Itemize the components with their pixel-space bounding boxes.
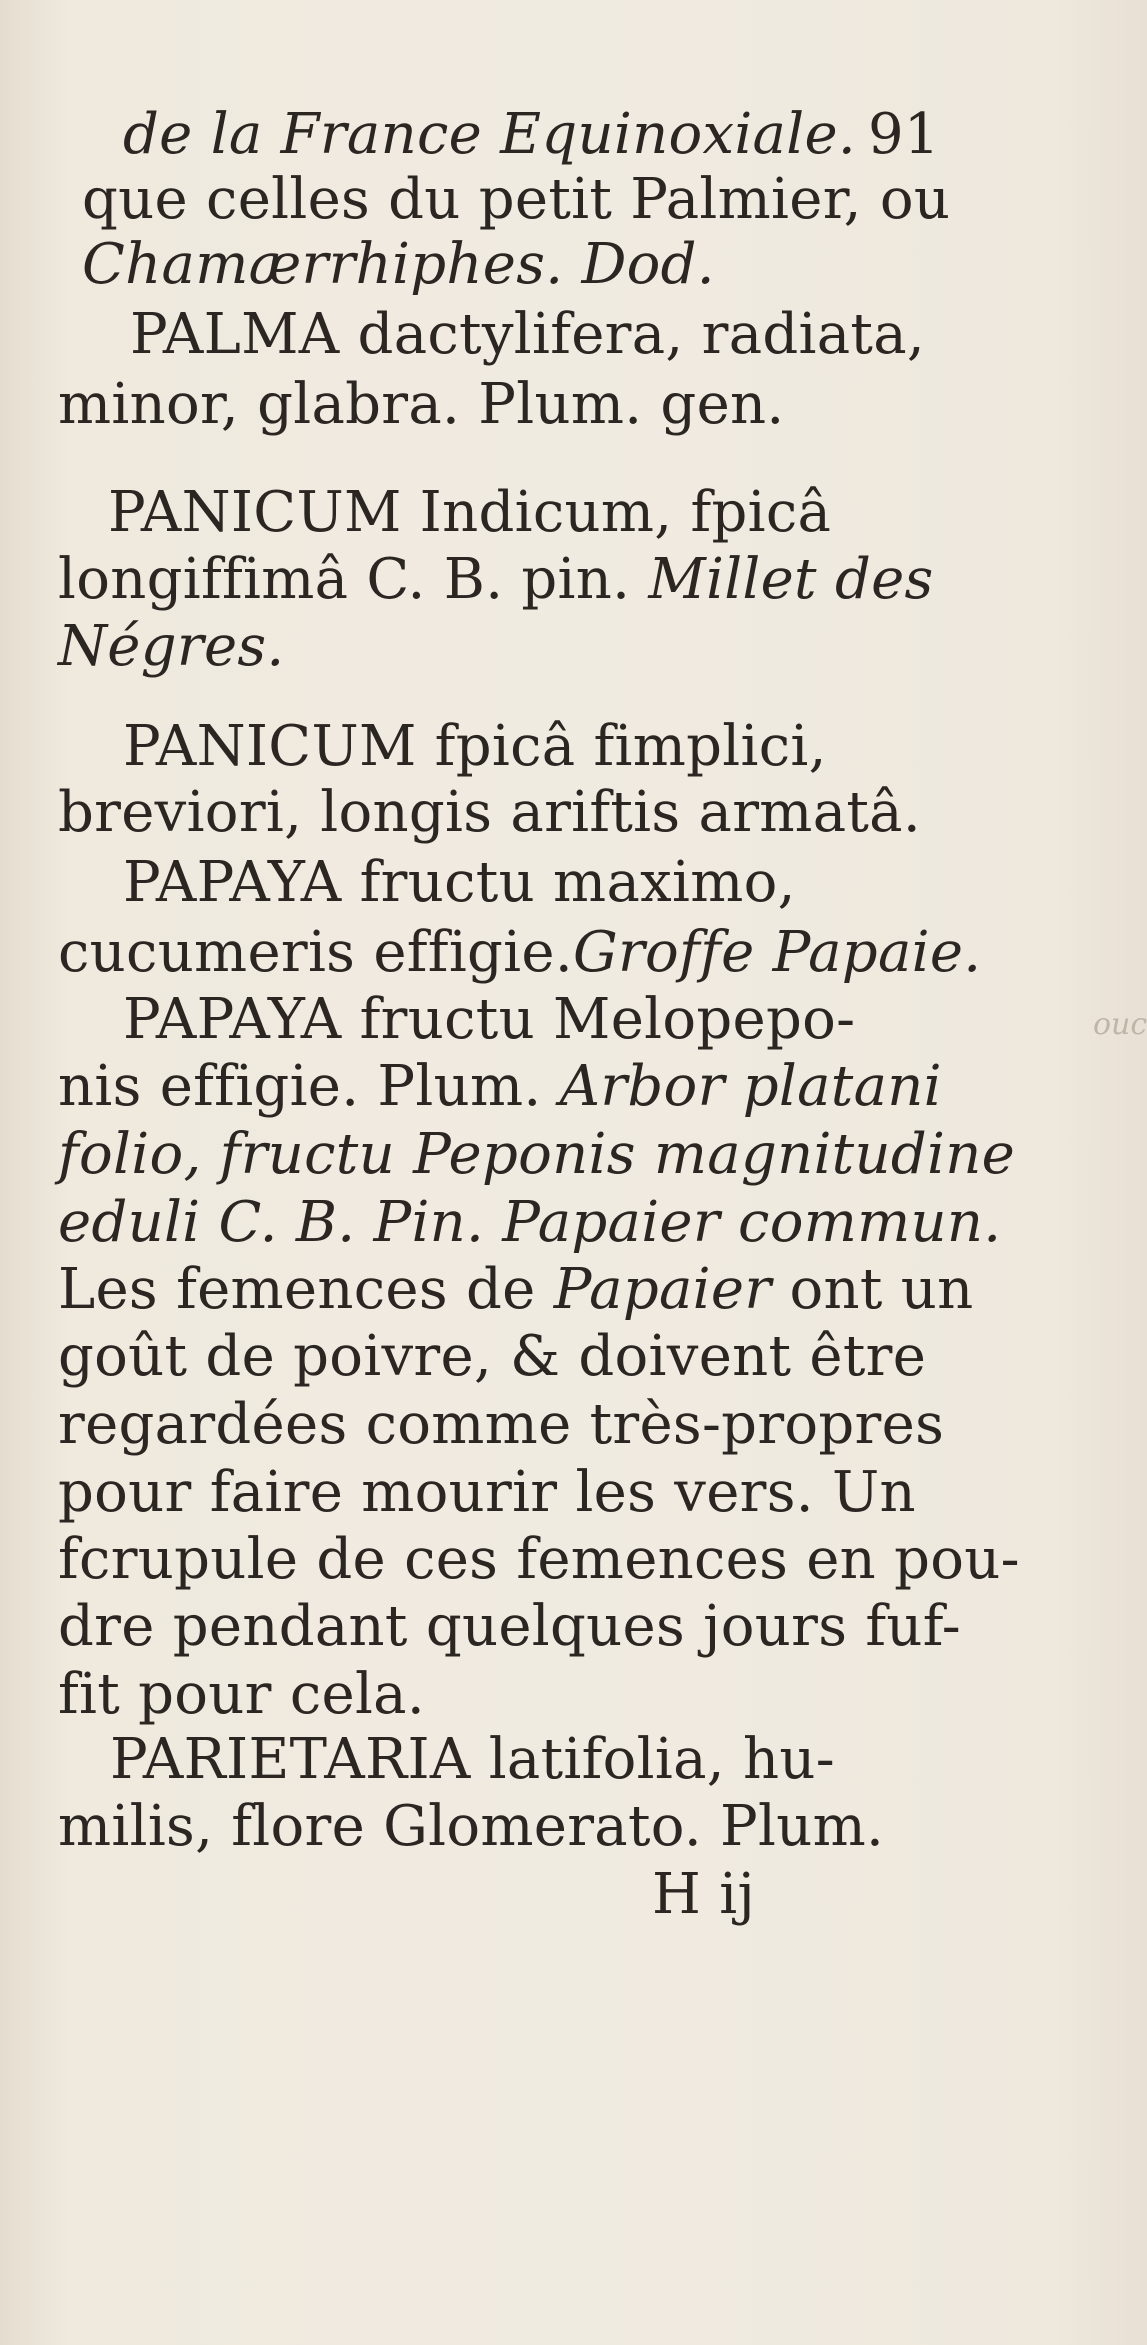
text-line: Chamærrhiphes. Dod. [82,232,715,297]
margin-bleed-text: ouc [1093,1007,1147,1042]
text-line: regardées comme très-propres [58,1392,945,1457]
text-line: PANICUM fpicâ fimplici, [123,714,827,779]
text-line: PANICUM Indicum, fpicâ [108,480,832,545]
text-line: PALMA dactylifera, radiata, [130,302,926,367]
text-line: minor, glabra. Plum. gen. [58,372,785,437]
text-line: PAPAYA fructu Melopepo- [123,987,856,1052]
running-title: de la France Equinoxiale. [123,102,856,167]
text-line: cucumeris effigie.Groffe Papaie. [58,920,982,985]
text-line: folio, fructu Peponis magnitudine [58,1122,1016,1187]
text-line: eduli C. B. Pin. Papaier commun. [58,1190,1002,1255]
text-line: fit pour cela. [58,1662,425,1727]
signature-mark: H ij [652,1862,756,1927]
page-number: 91 [868,102,940,167]
text-line: longiffimâ C. B. pin. Millet des [58,547,934,612]
text-line: PARIETARIA latifolia, hu- [110,1727,835,1792]
text-line: nis effigie. Plum. Arbor platani [58,1054,942,1119]
text-line: PAPAYA fructu maximo, [123,850,796,915]
text-line: milis, flore Glomerato. Plum. [58,1794,885,1859]
text-line: pour faire mourir les vers. Un [58,1460,916,1525]
text-line: Les femences de Papaier ont un [58,1257,974,1322]
text-line: breviori, longis ariftis armatâ. [58,780,921,845]
text-line: goût de poivre, & doivent être [58,1324,927,1389]
text-line: fcrupule de ces femences en pou- [58,1527,1020,1592]
text-line: dre pendant quelques jours fuf- [58,1594,961,1659]
text-line: que celles du petit Palmier, ou [82,167,951,232]
text-line: Négres. [58,614,285,679]
